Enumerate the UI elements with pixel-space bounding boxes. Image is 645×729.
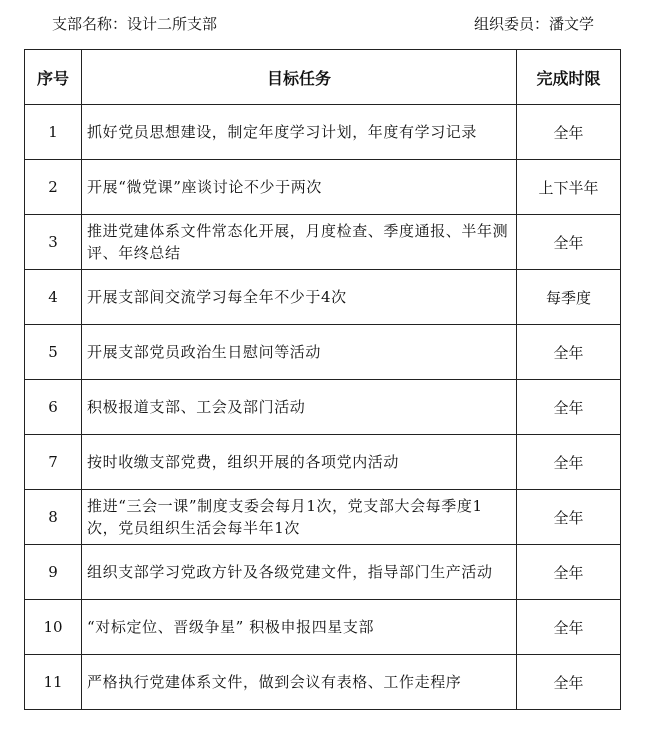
row-number: 2 (25, 160, 82, 215)
table-row (25, 490, 621, 545)
table-row (25, 215, 621, 270)
row-deadline: 全年 (517, 490, 621, 545)
row-task: 开展支部党员政治生日慰问等活动 (82, 325, 517, 380)
row-number: 4 (25, 270, 82, 325)
row-number: 9 (25, 545, 82, 600)
table-row (25, 105, 621, 160)
row-deadline: 全年 (517, 325, 621, 380)
row-number: 10 (25, 600, 82, 655)
row-number: 8 (25, 490, 82, 545)
column-header-task: 目标任务 (82, 50, 517, 105)
row-task: 推进党建体系文件常态化开展，月度检查、季度通报、半年测评、年终总结 (82, 215, 517, 270)
row-task: 积极报道支部、工会及部门活动 (82, 380, 517, 435)
row-task: 推进“三会一课”制度支委会每月1次，党支部大会每季度1次，党员组织生活会每半年1次 (82, 490, 517, 545)
row-number: 5 (25, 325, 82, 380)
row-deadline: 每季度 (517, 270, 621, 325)
row-number: 3 (25, 215, 82, 270)
row-task: “对标定位、晋级争星” 积极申报四星支部 (82, 600, 517, 655)
table-row (25, 270, 621, 325)
branch-name: 支部名称：设计二所支部 (52, 15, 218, 33)
row-number: 1 (25, 105, 82, 160)
column-header-deadline: 完成时限 (517, 50, 621, 105)
table-row (25, 435, 621, 490)
row-task: 开展“微党课”座谈讨论不少于两次 (82, 160, 517, 215)
table-row (25, 655, 621, 710)
row-number: 6 (25, 380, 82, 435)
table-row (25, 600, 621, 655)
row-deadline: 全年 (517, 545, 621, 600)
row-task: 严格执行党建体系文件，做到会议有表格、工作走程序 (82, 655, 517, 710)
row-task: 抓好党员思想建设，制定年度学习计划，年度有学习记录 (82, 105, 517, 160)
row-number: 7 (25, 435, 82, 490)
row-deadline: 全年 (517, 105, 621, 160)
table-row (25, 160, 621, 215)
row-deadline: 全年 (517, 655, 621, 710)
row-deadline: 上下半年 (517, 160, 621, 215)
column-header-number: 序号 (25, 50, 82, 105)
row-task: 开展支部间交流学习每全年不少于4次 (82, 270, 517, 325)
task-table (24, 49, 621, 710)
row-deadline: 全年 (517, 435, 621, 490)
table-row (25, 545, 621, 600)
row-deadline: 全年 (517, 600, 621, 655)
row-deadline: 全年 (517, 380, 621, 435)
row-deadline: 全年 (517, 215, 621, 270)
row-task: 组织支部学习党政方针及各级党建文件，指导部门生产活动 (82, 545, 517, 600)
table-row (25, 325, 621, 380)
table-row (25, 380, 621, 435)
row-number: 11 (25, 655, 82, 710)
row-task: 按时收缴支部党费，组织开展的各项党内活动 (82, 435, 517, 490)
organization-committee-member: 组织委员：潘文学 (474, 15, 595, 33)
table-header-row (25, 50, 621, 105)
